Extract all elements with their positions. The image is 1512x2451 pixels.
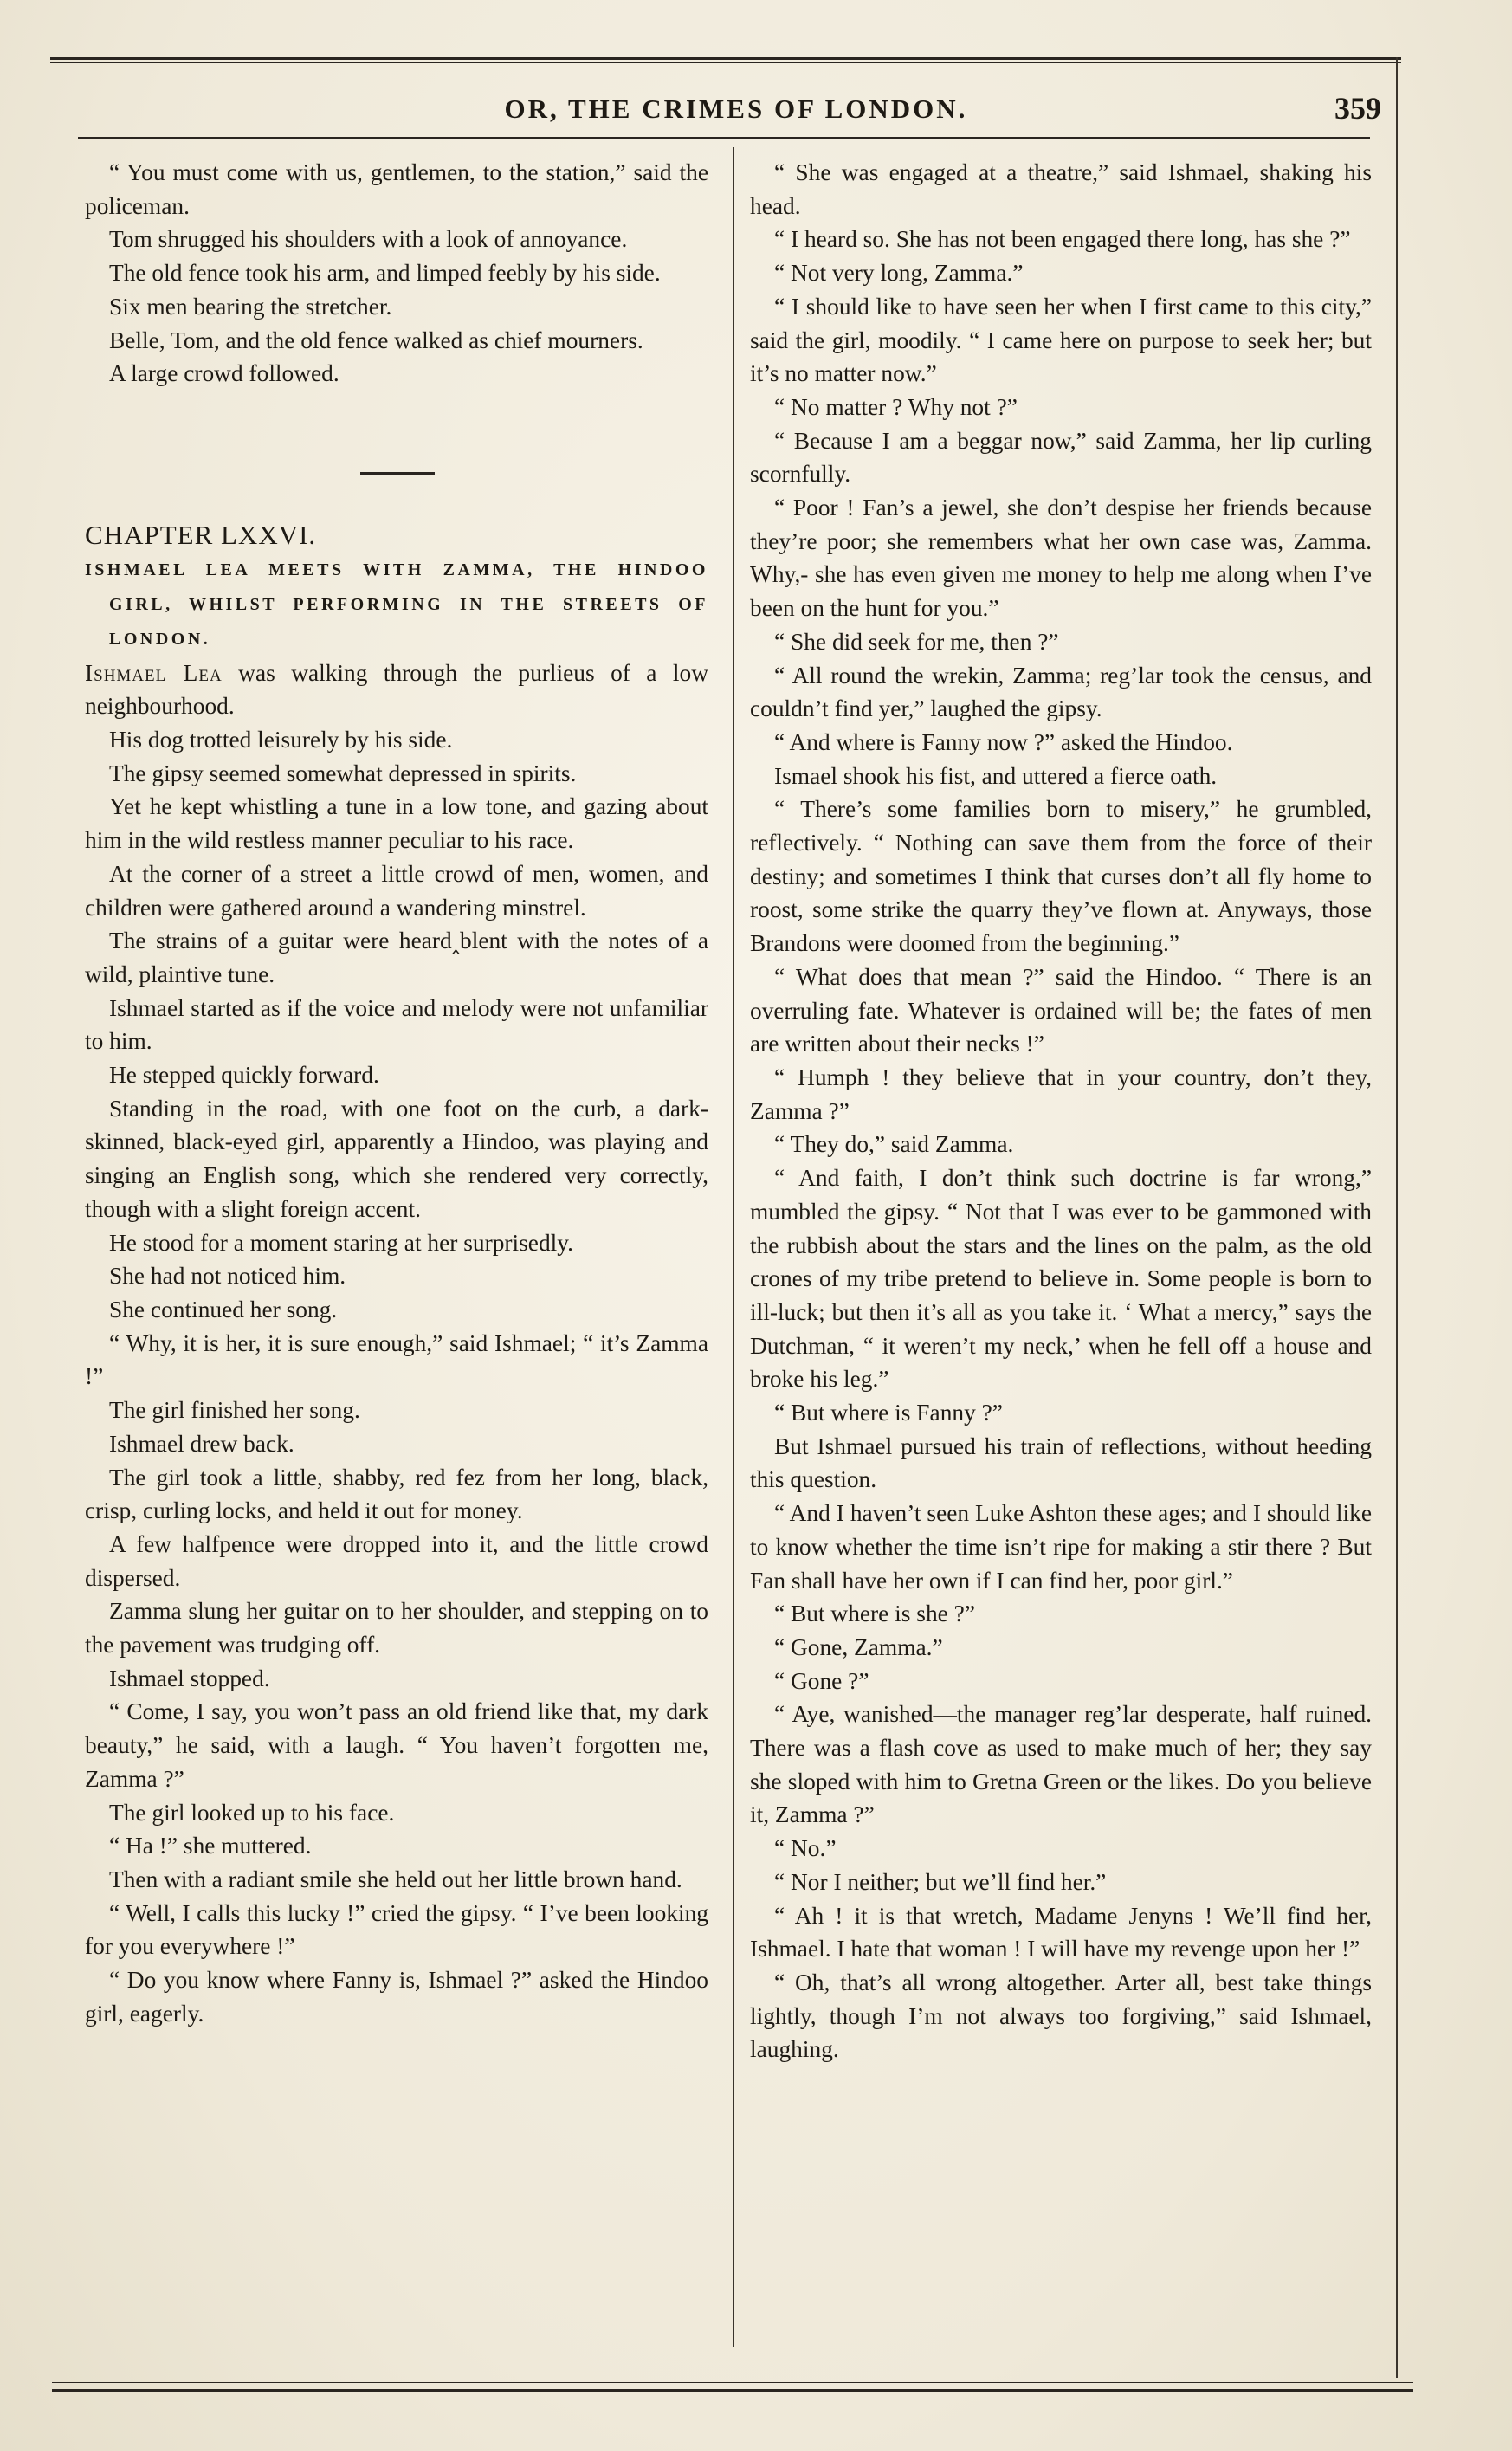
paragraph: “ I heard so. She has not been engaged there long, has she ?” — [774, 226, 1351, 253]
paragraph: Ishmael started as if the voice and melody were not unfamiliar to him. — [85, 994, 708, 1055]
page-number: 359 — [1334, 91, 1381, 126]
paragraph: “ She did seek for me, then ?” — [774, 628, 1059, 655]
chapter-summary: ISHMAEL LEA MEETS WITH ZAMMA, THE HINDOO GIRL, WHILST PERFORMING IN THE STREETS OF LONDON. — [85, 559, 708, 649]
paragraph: “ Gone ?” — [774, 1667, 869, 1694]
paragraph: But Ishmael pursued his train of reflections, without heeding this question. — [750, 1432, 1372, 1493]
paragraph: “ They do,” said Zamma. — [774, 1131, 1014, 1158]
paragraph: “ Aye, wanished—the manager reg’lar desperate, half ruined. There was a flash cove as used to make much of her; they say she sloped with him to Gretna Green or the likes. Do you believe it, Zamma ?” — [750, 1701, 1372, 1828]
paragraph: “ And faith, I don’t think such doctrine is far wrong,” mumbled the gipsy. “ Not that I was ever to be gammoned with the rubbish about the stars and the lines on the palm, as the old crones of my tribe pretend to believe in. Some people is born to ill-luck; but then it’s all as you take it. ‘ What a mercy,” says the Dutchman, “ it weren’t my neck,’ when he fell off a house and broke his leg.” — [750, 1165, 1372, 1393]
paragraph: “ She was engaged at a theatre,” said Ishmael, shaking his head. — [750, 159, 1372, 219]
paragraph: A few halfpence were dropped into it, and the little crowd dispersed. — [85, 1530, 708, 1591]
right-border-rule — [1396, 57, 1398, 2378]
paragraph: “ Gone, Zamma.” — [774, 1633, 943, 1660]
paragraph: “ There’s some families born to misery,” he grumbled, reflectively. “ Nothing can save them from the force of their destiny; and sometimes I think that curses don’t all fly home to roost, some strike the quarry they’ve flown at. Anyways, those Brandons were doomed from the beginning.” — [750, 796, 1372, 957]
paragraph: “ Ah ! it is that wretch, Madame Jenyns ! We’ll find her, Ishmael. I hate that woman ! I will have my revenge upon her !” — [750, 1902, 1372, 1963]
paragraph: The strains of a guitar were heard‸blent with the notes of a wild, plaintive tune. — [85, 928, 708, 987]
opening-smallcaps: Ishmael Lea — [85, 659, 223, 686]
running-head: OR, THE CRIMES OF LONDON. — [504, 94, 968, 124]
header-rule — [78, 137, 1370, 139]
paragraph: Six men bearing the stretcher. — [109, 293, 392, 320]
paragraph: The girl looked up to his face. — [109, 1799, 395, 1826]
chapter-opening-paragraph — [85, 656, 708, 723]
paragraph: “ Why, it is her, it is sure enough,” said Ishmael; “ it’s Zamma !” — [85, 1329, 708, 1390]
paragraph: Ishmael drew back. — [109, 1430, 294, 1457]
right-column — [750, 156, 1372, 2066]
paragraph: “ Not very long, Zamma.” — [774, 260, 1024, 287]
paragraph: Yet he kept whistling a tune in a low tone, and gazing about him in the wild restless manner peculiar to his race. — [85, 793, 708, 854]
section-break — [85, 391, 708, 519]
paragraph: The girl finished her song. — [109, 1397, 360, 1424]
paragraph: “ All round the wrekin, Zamma; reg’lar took the census, and couldn’t find yer,” laughed the gipsy. — [750, 662, 1372, 722]
paragraph: She continued her song. — [109, 1296, 338, 1323]
bottom-border-rule — [52, 2389, 1413, 2392]
paragraph: A large crowd followed. — [109, 360, 339, 387]
paragraph: The girl took a little, shabby, red fez from her long, black, crisp, curling locks, and held it out for money. — [85, 1464, 708, 1524]
paragraph: “ I should like to have seen her when I first came to this city,” said the girl, moodily. “ I came here on purpose to seek her; but it’s no matter now.” — [750, 293, 1372, 387]
opening-text: was walking through the purlieus of a low neighbourhood. — [85, 659, 708, 720]
paragraph: “ No.” — [774, 1835, 837, 1862]
paragraph: “ Come, I say, you won’t pass an old friend like that, my dark beauty,” he said, with a laugh. “ You haven’t forgotten me, Zamma ?” — [85, 1698, 708, 1792]
paragraph: “ Well, I calls this lucky !” cried the gipsy. “ I’ve been looking for you everywhere !” — [85, 1899, 708, 1960]
paragraph: At the corner of a street a little crowd of men, women, and children were gathered around a wandering minstrel. — [85, 860, 708, 921]
paragraph: “ And I haven’t seen Luke Ashton these ages; and I should like to know whether the time isn’t ripe for making a stir there ? But Fan shall have her own if I can find her, poor girl.” — [750, 1500, 1372, 1594]
paragraph: Tom shrugged his shoulders with a look of annoyance. — [109, 226, 628, 253]
paragraph: Then with a radiant smile she held out her little brown hand. — [109, 1866, 682, 1892]
paragraph: “ You must come with us, gentlemen, to the station,” said the policeman. — [85, 159, 708, 219]
left-column — [85, 156, 708, 2030]
paragraph: Zamma slung her guitar on to her shoulder, and stepping on to the pavement was trudging off. — [85, 1598, 708, 1659]
paragraph: “ No matter ? Why not ?” — [774, 393, 1018, 420]
section-break-rule — [360, 472, 435, 475]
paragraph: “ Oh, that’s all wrong altogether. Arter all, best take things lightly, though I’m not always too forgiving,” said Ishmael, laughing. — [750, 1969, 1372, 2063]
paragraph: His dog trotted leisurely by his side. — [109, 727, 453, 753]
paragraph: He stepped quickly forward. — [109, 1062, 379, 1089]
paragraph: The old fence took his arm, and limped feebly by his side. — [109, 260, 661, 287]
paragraph: Belle, Tom, and the old fence walked as chief mourners. — [109, 327, 643, 353]
paragraph: “ What does that mean ?” said the Hindoo. “ There is an overruling fate. Whatever is ordained will be; the fates of men are written about their necks !” — [750, 963, 1372, 1057]
paragraph: “ Because I am a beggar now,” said Zamma, her lip curling scornfully. — [750, 427, 1372, 488]
paragraph: The gipsy seemed somewhat depressed in spirits. — [109, 760, 577, 786]
top-border-inner-rule — [50, 62, 1401, 63]
paragraph: “ Nor I neither; but we’ll find her.” — [774, 1868, 1107, 1895]
paragraph: “ But where is Fanny ?” — [774, 1400, 1003, 1426]
paragraph: Ishmael stopped. — [109, 1665, 270, 1691]
paragraph: “ But where is she ?” — [774, 1601, 975, 1627]
paragraph: Ismael shook his fist, and uttered a fierce oath. — [774, 762, 1218, 789]
paragraph: “ Poor ! Fan’s a jewel, she don’t despise her friends because they’re poor; she remembers what her own case was, Zamma. Why,- she has even given me money to help me along when I’ve been on the hunt for you.” — [750, 495, 1372, 622]
bottom-border-inner-rule — [52, 2382, 1413, 2383]
paragraph: He stood for a moment staring at her surprisedly. — [109, 1229, 574, 1256]
paragraph: “ Ha !” she muttered. — [109, 1833, 312, 1859]
paragraph: “ Humph ! they believe that in your country, don’t they, Zamma ?” — [750, 1064, 1372, 1124]
paragraph: Standing in the road, with one foot on the curb, a dark-skinned, black-eyed girl, apparently a Hindoo, was playing and singing an English song, which she rendered very correctly, though with a slight foreign accent. — [85, 1095, 708, 1222]
paragraph: “ Do you know where Fanny is, Ishmael ?” asked the Hindoo girl, eagerly. — [85, 1967, 708, 2027]
chapter-title: CHAPTER LXXVI. — [85, 519, 317, 550]
top-border-rule — [50, 57, 1401, 60]
column-divider — [733, 147, 734, 2347]
paragraph: “ And where is Fanny now ?” asked the Hindoo. — [774, 728, 1233, 755]
paragraph: She had not noticed him. — [109, 1263, 346, 1290]
